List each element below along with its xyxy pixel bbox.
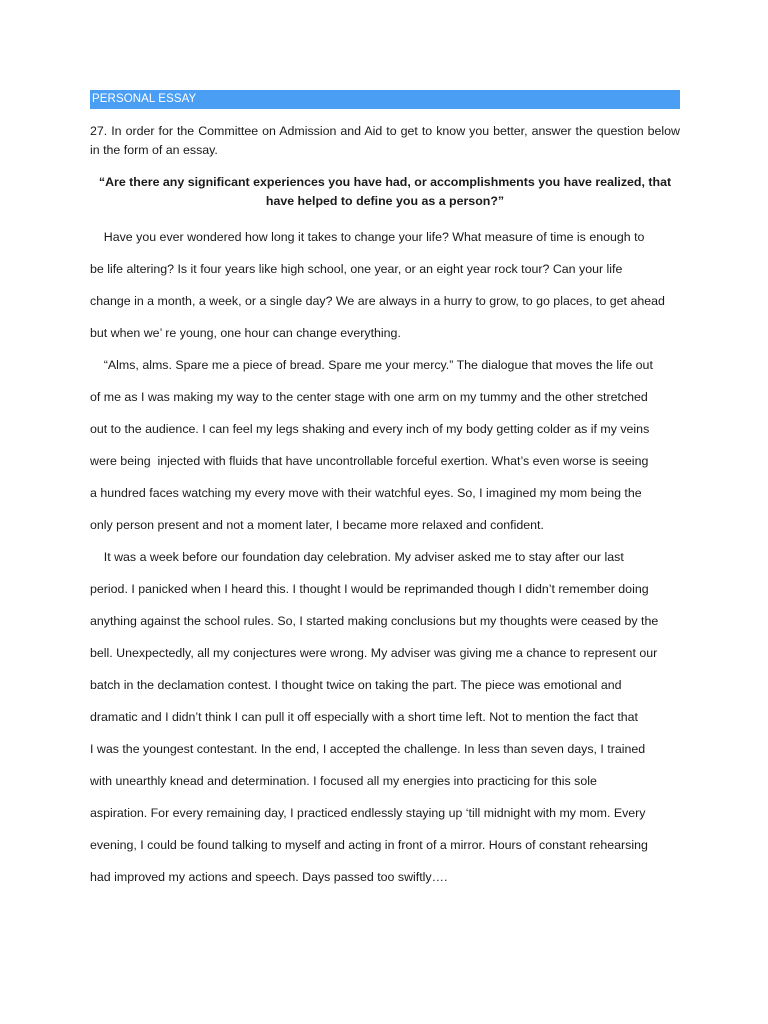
essay-line: It was a week before our foundation day celebration. My adviser asked me to stay after our last [90, 550, 624, 564]
section-header: PERSONAL ESSAY [90, 90, 680, 109]
essay-line: out to the audience. I can feel my legs shaking and every inch of my body getting colder as if my veins [90, 422, 650, 436]
essay-line: evening, I could be found talking to myself and acting in front of a mirror. Hours of constant rehearsing [90, 838, 648, 852]
essay-line: only person present and not a moment later, I became more relaxed and confident. [90, 518, 544, 532]
document-page [90, 90, 680, 893]
essay-line: I was the youngest contestant. In the end, I accepted the challenge. In less than seven days, I trained [90, 742, 646, 756]
essay-line: of me as I was making my way to the center stage with one arm on my tummy and the other stretched [90, 390, 648, 404]
essay-line: anything against the school rules. So, I started making conclusions but my thoughts were ceased by the [90, 614, 659, 628]
essay-line: aspiration. For every remaining day, I practiced endlessly staying up ‘till midnight with my mom. Every [90, 806, 646, 820]
question-text: 27. In order for the Committee on Admission and Aid to get to know you better, answer the question below in the form of an essay. [90, 124, 680, 157]
essay-line: bell. Unexpectedly, all my conjectures were wrong. My adviser was giving me a chance to represent our [90, 646, 658, 660]
essay-line: a hundred faces watching my every move with their watchful eyes. So, I imagined my mom being the [90, 486, 642, 500]
essay-line: Have you ever wondered how long it takes to change your life? What measure of time is enough to [90, 230, 645, 244]
essay-body [90, 221, 680, 893]
essay-line: period. I panicked when I heard this. I thought I would be reprimanded though I didn’t remember doing [90, 582, 649, 596]
essay-line: but when we’ re young, one hour can change everything. [90, 326, 401, 340]
essay-prompt: “Are there any significant experiences you have had, or accomplishments you have realized, that have helped to define you as a person?” [98, 175, 672, 208]
essay-line: be life altering? Is it four years like high school, one year, or an eight year rock tour? Can your life [90, 262, 623, 276]
essay-line: “Alms, alms. Spare me a piece of bread. Spare me your mercy.” The dialogue that moves the life out [90, 358, 653, 372]
essay-line: dramatic and I didn’t think I can pull it off especially with a short time left. Not to mention the fact that [90, 710, 638, 724]
essay-line: batch in the declamation contest. I thought twice on taking the part. The piece was emotional and [90, 678, 622, 692]
essay-line: with unearthly knead and determination. I focused all my energies into practicing for this sole [90, 774, 597, 788]
essay-line: were being injected with fluids that have uncontrollable forceful exertion. What’s even worse is seeing [90, 454, 649, 468]
essay-line: had improved my actions and speech. Days passed too swiftly…. [90, 870, 448, 884]
essay-line: change in a month, a week, or a single day? We are always in a hurry to grow, to go places, to get ahead [90, 294, 665, 308]
